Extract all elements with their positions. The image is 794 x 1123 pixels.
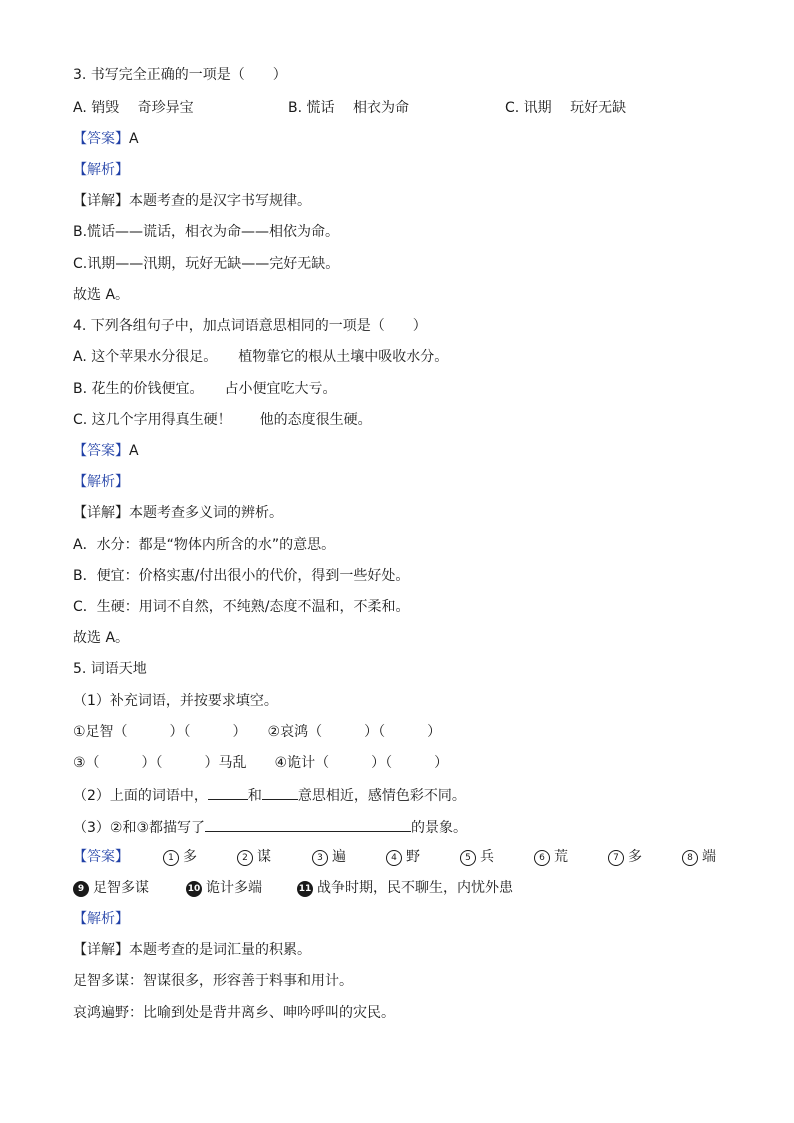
number-badge-icon: 10 [186, 881, 202, 897]
q4-line-a: A．水分：都是“物体内所含的水”的意思。 [73, 537, 336, 553]
q5-sub3-b: 的景象。 [411, 820, 468, 836]
q5-blank-row1: ①足智（ ）（ ） ②哀鸿（ ）（ ） [73, 724, 442, 740]
q4-choose: 故选 A。 [73, 630, 130, 646]
q5-answer-9: 9 足智多谋 [73, 879, 149, 897]
q3-option-a: A. 销毁 奇珍异宝 [73, 100, 194, 116]
q5-answer-label: 【答案】 [73, 849, 129, 865]
number-badge-icon: 4 [386, 850, 402, 866]
q5-answer-3: 3 遍 [312, 848, 346, 866]
q5-answer-4: 4 野 [386, 848, 420, 866]
q5-answer-5: 5 兵 [460, 848, 494, 866]
q3-line-c: C.讯期——汛期，玩好无缺——完好无缺。 [73, 256, 340, 272]
q5-sub2-b: 和 [247, 788, 262, 804]
q5-answer-8: 8 端 [682, 848, 716, 866]
q5-blank-row2: ③（ ）（ ）马乱 ④诡计（ ）（ ） [73, 755, 449, 771]
q5-stem: 5. 词语天地 [73, 661, 147, 677]
q5-sub2-c: 意思相近，感情色彩不同。 [297, 788, 466, 804]
q5-answer-7: 7 多 [608, 848, 642, 866]
q3-analysis-label: 【解析】 [73, 162, 129, 178]
q4-line-c: C．生硬：用词不自然，不纯熟/态度不温和，不柔和。 [73, 599, 410, 615]
q5-expl2: 哀鸿遍野：比喻到处是背井离乡、呻吟呼叫的灾民。 [73, 1005, 395, 1021]
q5-sub3 [73, 817, 467, 837]
q4-answer-value: A [129, 443, 139, 459]
number-badge-icon: 2 [237, 850, 253, 866]
q4-option-a: A. 这个苹果水分很足。 植物靠它的根从土壤中吸收水分。 [73, 349, 449, 365]
q5-detail: 【详解】本题考查的是词汇量的积累。 [73, 942, 311, 958]
q3-line-b: B.慌话——谎话，相衣为命——相依为命。 [73, 224, 340, 240]
q3-stem: 3. 书写完全正确的一项是（ ） [73, 67, 287, 83]
q4-line-b: B．便宜：价格实惠/付出很小的代价，得到一些好处。 [73, 568, 410, 584]
q5-answer-11: 11 战争时期，民不聊生，内忧外患 [298, 880, 513, 896]
number-badge-icon: 11 [297, 881, 313, 897]
number-badge-icon: 7 [608, 850, 624, 866]
q4-answer-line [73, 442, 139, 460]
q3-answer-label: 【答案】 [73, 131, 129, 147]
q5-expl1: 足智多谋：智谋很多，形容善于料事和用计。 [73, 973, 353, 989]
q4-option-b: B. 花生的价钱便宜。 占小便宜吃大亏。 [73, 381, 337, 397]
q3-option-b: B. 慌话 相衣为命 [288, 100, 409, 116]
q5-answer-2: 2 谋 [237, 848, 271, 866]
q5-answer-1: 1 多 [163, 848, 197, 866]
q3-answer-value: A [129, 131, 139, 147]
q5-sub2 [73, 785, 466, 805]
q5-analysis-label: 【解析】 [73, 911, 129, 927]
number-badge-icon: 1 [163, 850, 179, 866]
q5-answer-10: 10 诡计多端 [187, 880, 262, 896]
number-badge-icon: 3 [312, 850, 328, 866]
q5-sub2-a: （2）上面的词语中， [73, 788, 208, 804]
number-badge-icon: 5 [460, 850, 476, 866]
number-badge-icon: 9 [73, 881, 89, 897]
q3-detail: 【详解】本题考查的是汉字书写规律。 [73, 193, 311, 209]
q5-sub3-a: （3）②和③都描写了 [73, 820, 206, 836]
q3-option-c: C. 讯期 玩好无缺 [505, 100, 627, 116]
q4-detail: 【详解】本题考查多义词的辨析。 [73, 505, 283, 521]
q5-sub2-blank1 [208, 785, 248, 800]
q3-answer-line [73, 130, 139, 148]
q5-sub2-blank2 [262, 785, 298, 800]
q4-answer-label: 【答案】 [73, 443, 129, 459]
q4-stem: 4. 下列各组句子中，加点词语意思相同的一项是（ ） [73, 318, 427, 334]
q5-sub1: （1）补充词语，并按要求填空。 [73, 693, 278, 709]
number-badge-icon: 8 [682, 850, 698, 866]
q4-option-c: C. 这几个字用得真生硬！ 他的态度很生硬。 [73, 412, 372, 428]
number-badge-icon: 6 [534, 850, 550, 866]
q5-answer-6: 6 荒 [534, 848, 568, 866]
q5-sub3-blank [205, 817, 411, 832]
q3-choose: 故选 A。 [73, 287, 130, 303]
q4-analysis-label: 【解析】 [73, 474, 129, 490]
